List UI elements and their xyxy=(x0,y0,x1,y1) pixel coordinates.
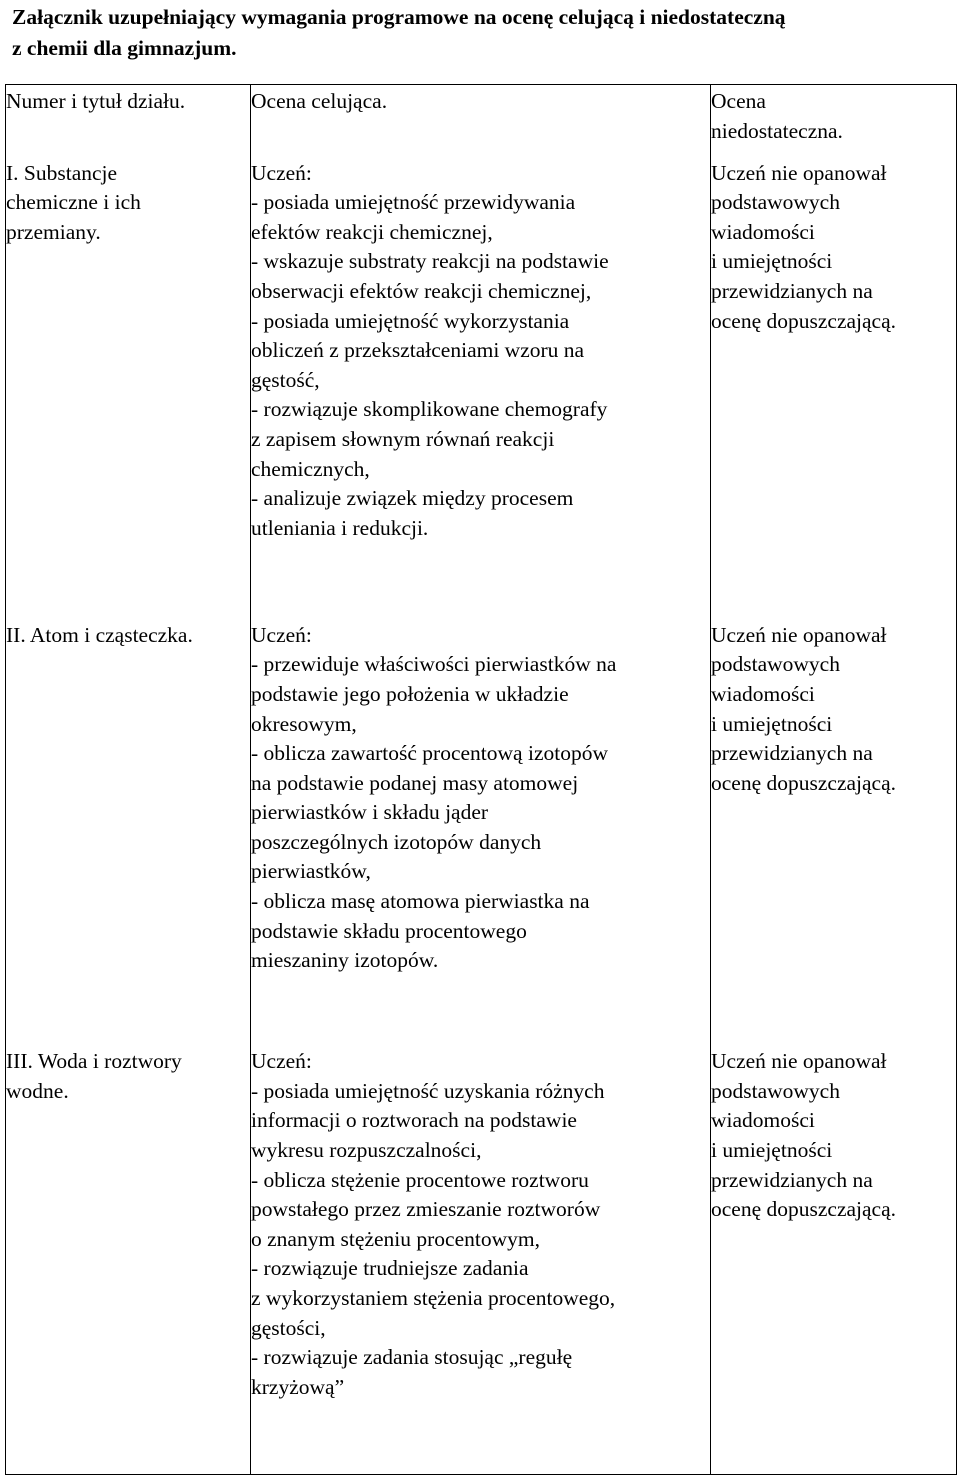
requirement-line: gęstości, xyxy=(251,1315,326,1340)
requirement-line: - posiada umiejętność przewidywania xyxy=(251,190,576,215)
requirement-line: podstawie jego położenia w układzie xyxy=(251,681,569,706)
requirement-line: Uczeń: xyxy=(251,160,312,185)
failing-line: i umiejętności xyxy=(711,1138,833,1163)
table-filler-row xyxy=(6,1474,957,1475)
empty-cell xyxy=(6,1474,251,1475)
requirement-line: efektów reakcji chemicznej, xyxy=(251,219,493,244)
failing-line: podstawowych xyxy=(711,1078,840,1103)
requirement-line: - przewiduje właściwości pierwiastków na xyxy=(251,652,617,677)
table-row xyxy=(6,621,957,1048)
failing-line: przewidzianych na xyxy=(711,1167,873,1192)
chapter-line: III. Woda i roztwory xyxy=(6,1049,182,1074)
requirement-line: Uczeń: xyxy=(251,1049,312,1074)
failing-line: Uczeń nie opanował xyxy=(711,1049,887,1074)
cell-text xyxy=(251,85,710,117)
failing-requirements-cell xyxy=(711,1047,957,1474)
chapter-cell xyxy=(6,621,251,1048)
chapter-line: przemiany. xyxy=(6,219,101,244)
requirement-line: wykresu rozpuszczalności, xyxy=(251,1138,482,1163)
failing-line: ocenę dopuszczającą. xyxy=(711,308,897,333)
table-row xyxy=(6,159,957,621)
failing-line: ocenę dopuszczającą. xyxy=(711,1197,897,1222)
chapter-cell xyxy=(6,159,251,621)
failing-line: podstawowych xyxy=(711,190,840,215)
document-title xyxy=(12,2,952,64)
requirement-line: - oblicza stężenie procentowe roztworu xyxy=(251,1167,589,1192)
empty-cell xyxy=(711,1474,957,1475)
title-line: Załącznik uzupełniający wymagania programowe na ocenę celującą i niedostateczną xyxy=(12,5,786,29)
failing-line: i umiejętności xyxy=(711,249,833,274)
requirement-line: - rozwiązuje zadania stosując „regułę xyxy=(251,1345,573,1370)
excellent-requirements-cell xyxy=(251,621,711,1048)
header-high-line: Ocena celująca. xyxy=(251,89,388,113)
failing-line: i umiejętności xyxy=(711,711,833,736)
requirement-line: - wskazuje substraty reakcji na podstawie xyxy=(251,249,609,274)
failing-line: podstawowych xyxy=(711,652,840,677)
requirement-line: obserwacji efektów reakcji chemicznej, xyxy=(251,278,592,303)
cell-text xyxy=(711,85,956,146)
chapter-line: wodne. xyxy=(6,1078,69,1103)
excellent-requirements-cell xyxy=(251,1047,711,1474)
failing-line: wiadomości xyxy=(711,219,815,244)
requirement-line: - posiada umiejętność wykorzystania xyxy=(251,308,570,333)
requirement-line: chemicznych, xyxy=(251,456,370,481)
requirement-line: - rozwiązuje skomplikowane chemografy xyxy=(251,397,608,422)
chapter-line: chemiczne i ich xyxy=(6,190,141,215)
requirements-table xyxy=(5,84,957,1475)
requirement-line: Uczeń: xyxy=(251,622,312,647)
requirement-line: mieszaniny izotopów. xyxy=(251,948,439,973)
requirement-line: z zapisem słownym równań reakcji xyxy=(251,426,555,451)
empty-cell xyxy=(251,1474,711,1475)
chapter-line: II. Atom i cząsteczka. xyxy=(6,622,193,647)
failing-line: Uczeń nie opanował xyxy=(711,160,887,185)
header-low-line: Ocena xyxy=(711,89,766,113)
requirement-line: - rozwiązuje trudniejsze zadania xyxy=(251,1256,529,1281)
failing-line: wiadomości xyxy=(711,681,815,706)
requirement-line: - analizuje związek między procesem xyxy=(251,486,574,511)
requirement-line: utleniania i redukcji. xyxy=(251,515,429,540)
failing-line: ocenę dopuszczającą. xyxy=(711,770,897,795)
requirement-line: na podstawie podanej masy atomowej xyxy=(251,770,579,795)
requirement-line: - posiada umiejętność uzyskania różnych xyxy=(251,1078,605,1103)
header-cell-chapter xyxy=(6,85,251,159)
requirement-line: pierwiastków i składu jąder xyxy=(251,800,489,825)
failing-requirements-cell xyxy=(711,159,957,621)
requirement-line: podstawie składu procentowego xyxy=(251,918,527,943)
requirement-line: z wykorzystaniem stężenia procentowego, xyxy=(251,1286,616,1311)
chapter-cell xyxy=(6,1047,251,1474)
excellent-requirements-cell xyxy=(251,159,711,621)
requirement-line: gęstość, xyxy=(251,367,320,392)
header-chapter-line: Numer i tytuł działu. xyxy=(6,89,186,113)
failing-requirements-cell xyxy=(711,621,957,1048)
failing-line: przewidzianych na xyxy=(711,741,873,766)
requirement-line: krzyżową” xyxy=(251,1374,345,1399)
chapter-line: I. Substancje xyxy=(6,160,118,185)
requirement-line: okresowym, xyxy=(251,711,357,736)
requirement-line: pierwiastków, xyxy=(251,859,371,884)
cell-text xyxy=(6,85,250,117)
title-line: z chemii dla gimnazjum. xyxy=(12,36,237,60)
failing-line: Uczeń nie opanował xyxy=(711,622,887,647)
requirement-line: poszczególnych izotopów danych xyxy=(251,829,542,854)
table-row xyxy=(6,1047,957,1474)
failing-line: wiadomości xyxy=(711,1108,815,1133)
header-low-line: niedostateczna. xyxy=(711,118,843,143)
requirement-line: - oblicza masę atomowa pierwiastka na xyxy=(251,889,590,914)
requirement-line: obliczeń z przekształceniami wzoru na xyxy=(251,338,585,363)
header-cell-grade-failing xyxy=(711,85,957,159)
requirement-line: informacji o roztworach na podstawie xyxy=(251,1108,577,1133)
table-header-row xyxy=(6,85,957,159)
requirement-line: powstałego przez zmieszanie roztworów xyxy=(251,1197,601,1222)
header-cell-grade-excellent xyxy=(251,85,711,159)
failing-line: przewidzianych na xyxy=(711,278,873,303)
requirement-line: o znanym stężeniu procentowym, xyxy=(251,1226,540,1251)
requirement-line: - oblicza zawartość procentową izotopów xyxy=(251,741,608,766)
